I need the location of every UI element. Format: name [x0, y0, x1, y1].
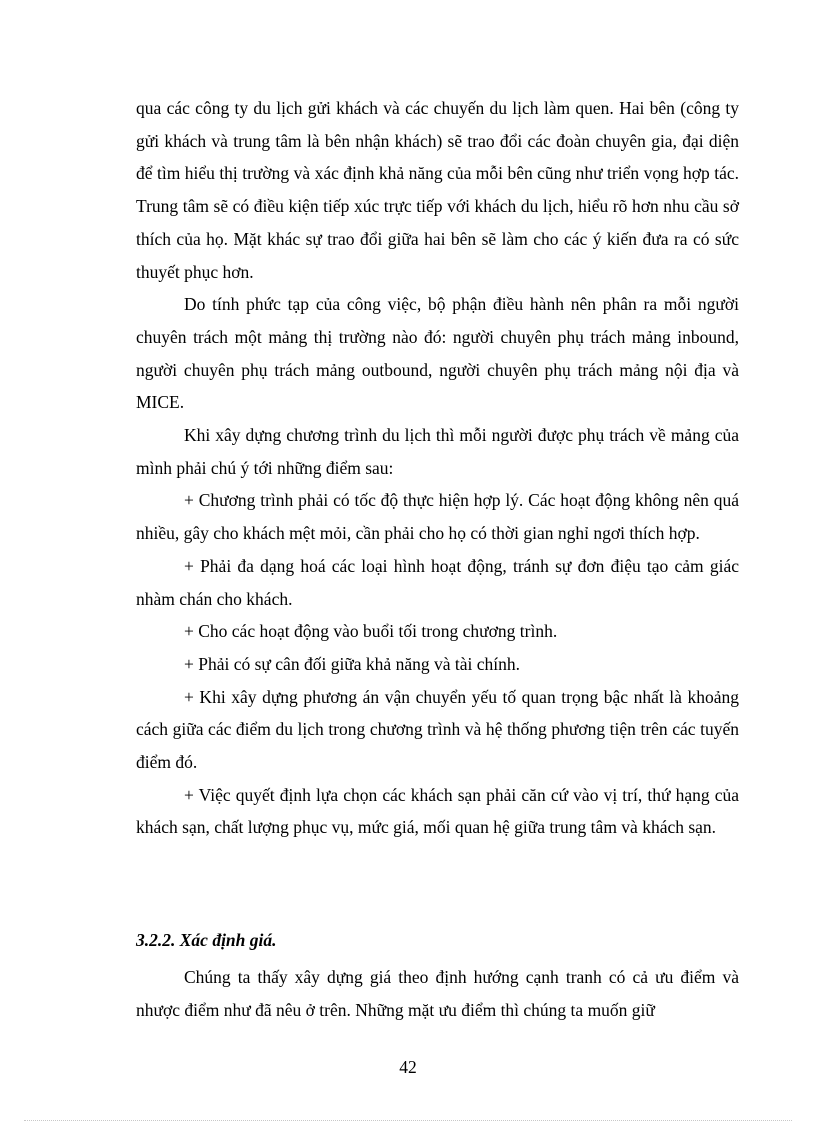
list-item-finance: + Phải có sự cân đối giữa khả năng và tài chính.: [184, 653, 520, 674]
list-item-transport: + Khi xây dựng phương án vận chuyển yếu tố quan trọng bậc nhất là khoảng cách giữa các điểm du lịch trong chương trình và hệ thống phương tiện trên các tuyến điểm đó.: [136, 686, 739, 773]
list-item-diversity: + Phải đa dạng hoá các loại hình hoạt động, tránh sự đơn điệu tạo cảm giác nhàm chán cho khách.: [136, 555, 739, 609]
section-body: [136, 961, 739, 1026]
page-number: 42: [399, 1057, 417, 1077]
list-item-evening: + Cho các hoạt động vào buổi tối trong chương trình.: [184, 621, 558, 642]
paragraph-pricing: Chúng ta thấy xây dựng giá theo định hướng cạnh tranh có cả ưu điểm và nhược điểm như đã nêu ở trên. Những mặt ưu điểm thì chúng ta muốn giữ: [136, 967, 739, 1020]
list-item-hotels: + Việc quyết định lựa chọn các khách sạn phải căn cứ vào vị trí, thứ hạng của khách sạn, chất lượng phục vụ, mức giá, mối quan hệ giữa trung tâm và khách sạn.: [136, 784, 739, 838]
footer-divider: [24, 1120, 792, 1121]
paragraph-program-notes: Khi xây dựng chương trình du lịch thì mỗi người được phụ trách về mảng của mình phải chú ý tới những điểm sau:: [136, 425, 739, 478]
paragraph-division: Do tính phức tạp của công việc, bộ phận điều hành nên phân ra mỗi người chuyên trách một mảng thị trường nào đó: người chuyên phụ trách mảng inbound, người chuyên phụ trách mảng outbound, người chuyên phụ trách mảng nội địa và MICE.: [136, 294, 739, 413]
body-text: [136, 92, 739, 844]
list-item-pace: + Chương trình phải có tốc độ thực hiện hợp lý. Các hoạt động không nên quá nhiều, gây cho khách mệt mỏi, cần phải cho họ có thời gian nghỉ ngơi thích hợp.: [136, 490, 739, 544]
paragraph-intro: qua các công ty du lịch gửi khách và các chuyến du lịch làm quen. Hai bên (công ty gửi khách và trung tâm là bên nhận khách) sẽ trao đổi các đoàn chuyên gia, đại diện để tìm hiểu thị trường và xác định khả năng của mỗi bên cũng như triển vọng hợp tác. Trung tâm sẽ có điều kiện tiếp xúc trực tiếp với khách du lịch, hiểu rõ hơn nhu cầu sở thích của họ. Mặt khác sự trao đổi giữa hai bên sẽ làm cho các ý kiến đưa ra có sức thuyết phục hơn.: [136, 98, 739, 282]
section-heading: 3.2.2. Xác định giá.: [136, 930, 277, 950]
